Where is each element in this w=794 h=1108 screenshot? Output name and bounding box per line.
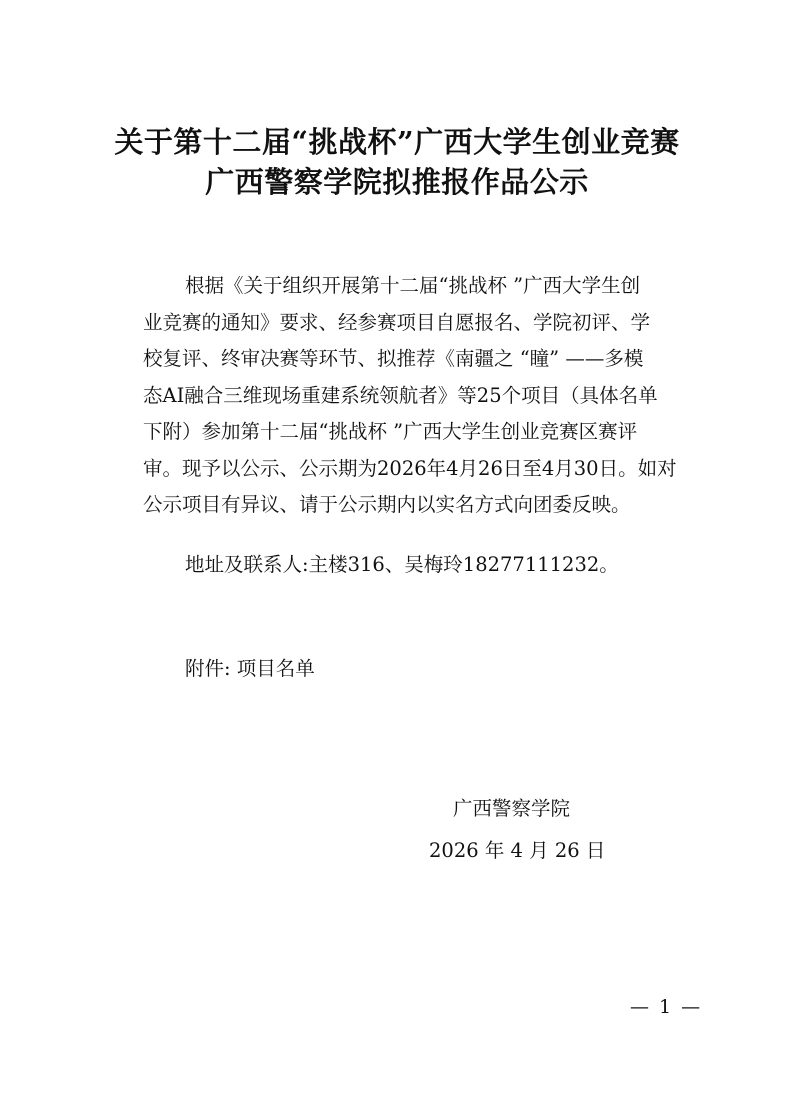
document-title-line-1: 关于第十二届“挑战杯”广西大学生创业竞赛 (114, 125, 680, 159)
signature-organization: 广西警察学院 (453, 797, 571, 820)
page-number: — 1 — (630, 996, 703, 1018)
signature-date: 2026 年 4 月 26 日 (429, 839, 606, 862)
contact-line: 地址及联系人:主楼316、吴梅玲18277111232。 (185, 553, 619, 576)
paragraph-line: 根据《关于组织开展第十二届“挑战杯 ”广西大学生创 (185, 274, 641, 297)
attachment-line: 附件: 项目名单 (185, 657, 315, 680)
paragraph-line: 下附）参加第十二届“挑战杯 ”广西大学生创业竞赛区赛评 (143, 420, 638, 443)
document-title-line-2: 广西警察学院拟推报作品公示 (205, 165, 589, 199)
paragraph-line: 校复评、终审决赛等环节、拟推荐《南疆之 “瞳” ——多模 (143, 347, 644, 370)
paragraph-line: 业竞赛的通知》要求、经参赛项目自愿报名、学院初评、学 (143, 310, 651, 334)
paragraph-line: 审。现予以公示、公示期为2026年4月26日至4月30日。如对 (143, 456, 677, 480)
paragraph-line: 态AI融合三维现场重建系统领航者》等25个项目（具体名单 (143, 383, 658, 407)
paragraph-line: 公示项目有异议、请于公示期内以实名方式向团委反映。 (143, 493, 631, 516)
